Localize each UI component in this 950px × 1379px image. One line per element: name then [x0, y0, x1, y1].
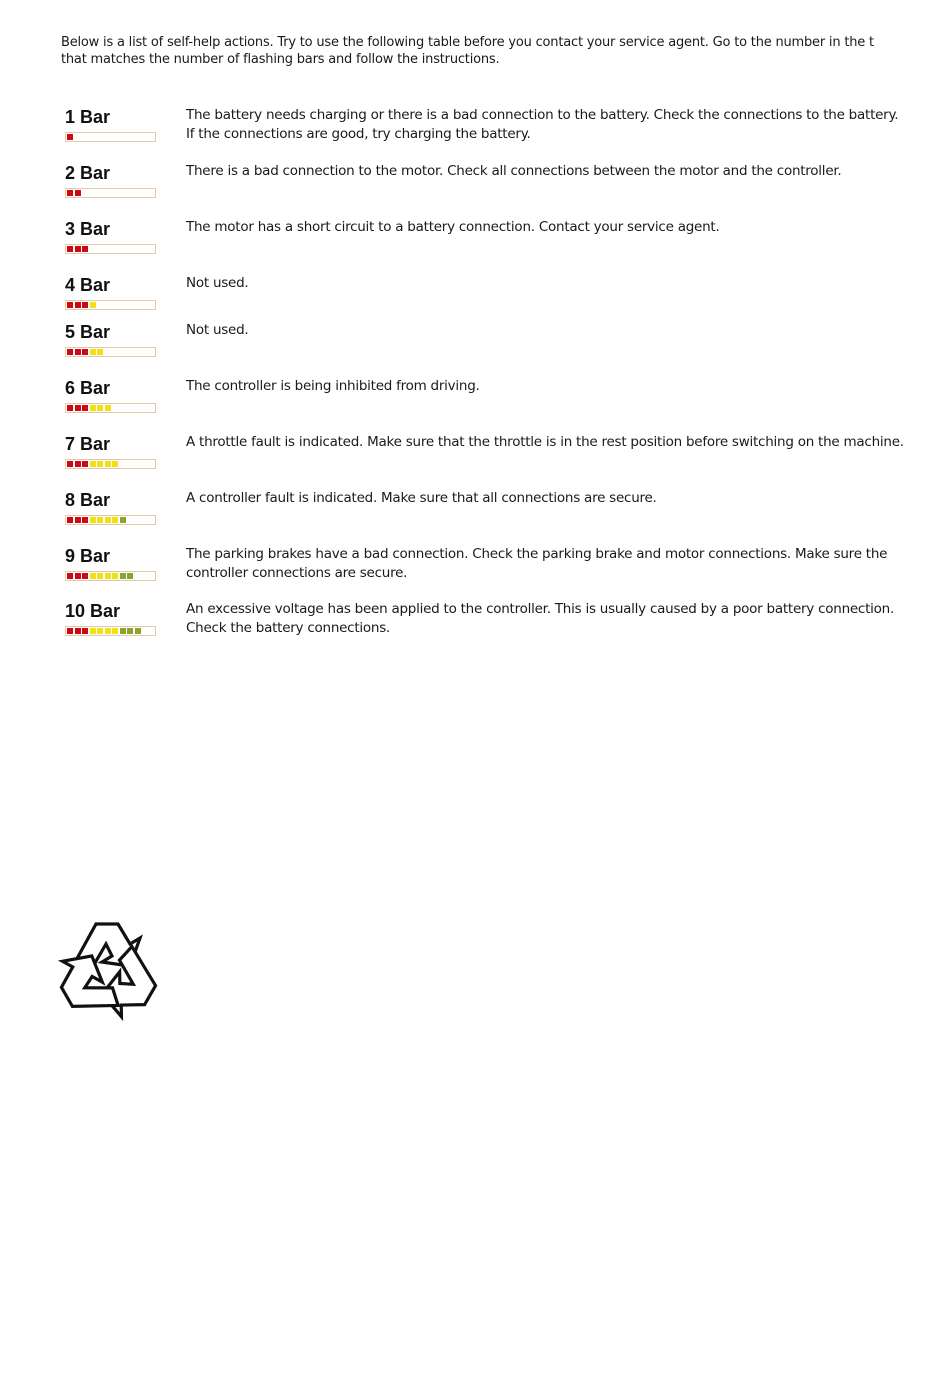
bar-count-label: 9 Bar [65, 546, 111, 566]
bar-segment [75, 190, 81, 196]
bar-segment [112, 517, 118, 523]
bar-segment [90, 573, 96, 579]
bar-segment [112, 461, 118, 467]
bar-count-label: 10 Bar [65, 601, 121, 621]
fault-description: Not used. [186, 322, 249, 338]
bar-indicator [65, 403, 156, 413]
fault-description: The controller is being inhibited from driving. [186, 378, 480, 394]
fault-description: The parking brakes have a bad connection. Check the parking brake and motor connections. Make sure the controller connections are secure. [186, 546, 888, 581]
bar-count-label: 7 Bar [65, 434, 111, 454]
bar-segment [75, 349, 81, 355]
bar-segment [67, 302, 73, 308]
bar-segment [135, 628, 141, 634]
bar-indicator [65, 244, 156, 254]
bar-segment [90, 349, 96, 355]
bar-segment [97, 405, 103, 411]
bar-segment [67, 349, 73, 355]
bar-segment [90, 461, 96, 467]
bar-segment [97, 461, 103, 467]
bar-segment [97, 517, 103, 523]
bar-segment [97, 573, 103, 579]
bar-count-label: 6 Bar [65, 378, 111, 398]
bar-segment [105, 405, 111, 411]
bar-segment [75, 461, 81, 467]
bar-segment [67, 573, 73, 579]
bar-segment [82, 246, 88, 252]
fault-description: An excessive voltage has been applied to the controller. This is usually caused by a poor battery connection. Check the battery connections. [186, 601, 894, 636]
bar-segment [82, 302, 88, 308]
bar-indicator [65, 571, 156, 581]
bar-segment [105, 573, 111, 579]
bar-segment [90, 302, 96, 308]
bar-segment [67, 405, 73, 411]
bar-segment [120, 628, 126, 634]
bar-segment [67, 517, 73, 523]
bar-segment [105, 628, 111, 634]
bar-segment [120, 517, 126, 523]
bar-segment [75, 628, 81, 634]
bar-segment [67, 246, 73, 252]
bar-segment [112, 573, 118, 579]
bar-segment [112, 628, 118, 634]
intro-line-2: that matches the number of flashing bars and follow the instructions. [61, 52, 500, 67]
bar-segment [75, 405, 81, 411]
bar-segment [67, 628, 73, 634]
bar-segment [67, 461, 73, 467]
bar-segment [105, 461, 111, 467]
bar-segment [82, 349, 88, 355]
bar-indicator [65, 626, 156, 636]
bar-segment [75, 517, 81, 523]
bar-segment [75, 573, 81, 579]
bar-indicator [65, 459, 156, 469]
bar-segment [67, 134, 73, 140]
recycle-icon [44, 908, 172, 1036]
fault-description: The motor has a short circuit to a battery connection. Contact your service agent. [186, 219, 720, 235]
bar-segment [127, 573, 133, 579]
bar-indicator [65, 300, 156, 310]
bar-segment [97, 628, 103, 634]
bar-segment [82, 517, 88, 523]
fault-description: There is a bad connection to the motor. Check all connections between the motor and the controller. [186, 163, 842, 179]
fault-description: The battery needs charging or there is a bad connection to the battery. Check the connections to the battery. If the connections are good, try charging the battery. [186, 107, 899, 142]
intro-line-1: Below is a list of self-help actions. Try to use the following table before you contact your service agent. Go to the number in the t [61, 35, 874, 50]
bar-indicator [65, 188, 156, 198]
bar-segment [82, 405, 88, 411]
bar-segment [127, 628, 133, 634]
fault-description: Not used. [186, 275, 249, 291]
bar-segment [97, 349, 103, 355]
bar-count-label: 5 Bar [65, 322, 111, 342]
bar-segment [82, 573, 88, 579]
bar-count-label: 3 Bar [65, 219, 111, 239]
bar-segment [90, 628, 96, 634]
bar-segment [82, 628, 88, 634]
bar-segment [90, 517, 96, 523]
bar-indicator [65, 132, 156, 142]
bar-segment [120, 573, 126, 579]
bar-count-label: 1 Bar [65, 107, 111, 127]
bar-segment [67, 190, 73, 196]
fault-description: A controller fault is indicated. Make sure that all connections are secure. [186, 490, 657, 506]
bar-count-label: 8 Bar [65, 490, 111, 510]
bar-segment [105, 517, 111, 523]
bar-indicator [65, 515, 156, 525]
fault-description: A throttle fault is indicated. Make sure that the throttle is in the rest position before switching on the machine. [186, 434, 904, 450]
bar-count-label: 4 Bar [65, 275, 111, 295]
intro-text [61, 34, 897, 68]
bar-segment [75, 302, 81, 308]
bar-segment [90, 405, 96, 411]
bar-count-label: 2 Bar [65, 163, 111, 183]
bar-segment [82, 461, 88, 467]
bar-segment [75, 246, 81, 252]
bar-indicator [65, 347, 156, 357]
